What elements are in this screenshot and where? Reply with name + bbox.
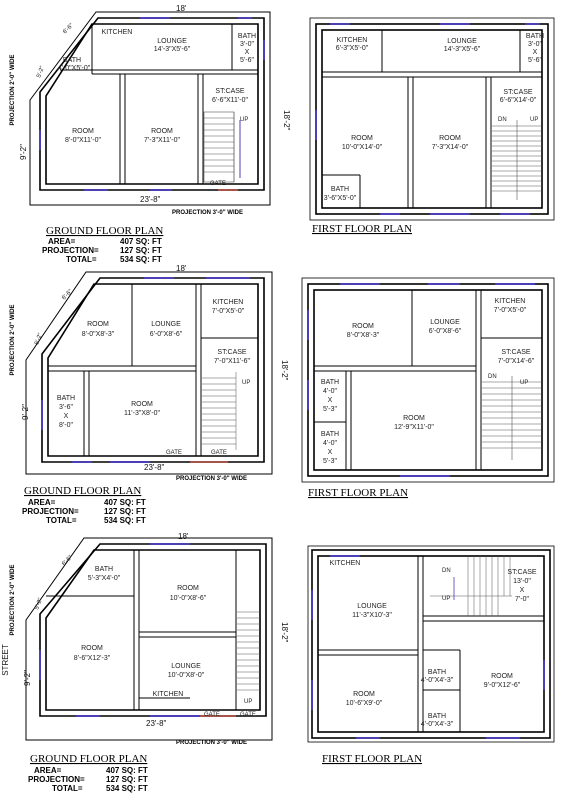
area-summary [42, 237, 162, 264]
room-label: ST:CASE [503, 89, 533, 96]
room-size: 8'-0"X8'-3" [81, 331, 115, 338]
room-label: BATH [525, 33, 545, 40]
room-size: 10'-6"X9'-0" [345, 700, 383, 707]
room-size: 6'-6"X11'-0" [212, 97, 248, 104]
room-label: ROOM [439, 135, 461, 142]
staircase [202, 372, 236, 450]
first-floor-title: FIRST FLOOR PLAN [322, 753, 423, 765]
total-label: TOTAL= [46, 516, 77, 525]
room-size: 7'-0"X5'-0" [493, 307, 527, 314]
stair-up-label: UP [244, 699, 253, 705]
exterior-wall [40, 18, 264, 190]
total-value: 534 SQ: FT [106, 784, 148, 793]
gate-label: GATE [211, 450, 227, 456]
area-label: AREA= [28, 498, 56, 507]
room-label: LOUNGE [171, 663, 201, 670]
room-size: 10'-0"X14'-0" [341, 144, 383, 151]
dim-diagonal: 6'-6" [61, 288, 74, 302]
room-size: 14'-3"X5'-6" [153, 46, 191, 53]
room-label: ST:CASE [217, 349, 247, 356]
room-size: 5'-3"X4'-0" [87, 575, 121, 582]
room-size: 4'-0" [323, 440, 337, 447]
room-size: 11'-3"X8'-0" [124, 410, 160, 417]
staircase [204, 112, 240, 182]
dim-left: 9'-2" [21, 404, 30, 420]
dim-top: 18' [176, 4, 187, 13]
dim-diagonal: 5'-2" [34, 332, 44, 346]
area-summary [22, 498, 146, 525]
first-floor-title: FIRST FLOOR PLAN [312, 223, 413, 235]
room-size: 8'-0"X11'-0" [65, 137, 101, 144]
dim-left: 9'-2" [19, 144, 28, 160]
projection-value: 127 SQ: FT [120, 246, 162, 255]
room-size: 14'-3"X5'-6" [443, 46, 481, 53]
room-label: ROOM [353, 691, 375, 698]
projection-side-label: PROJECTION 2'-0" WIDE [10, 304, 16, 376]
stair-down-label: DN [442, 568, 451, 574]
room-label: LOUNGE [447, 38, 477, 45]
room-label: ROOM [131, 401, 153, 408]
staircase [430, 556, 512, 616]
total-label: TOTAL= [66, 255, 97, 264]
projection-label: PROJECTION= [42, 246, 99, 255]
projection-bottom-label: PROJECTION 3'-0" WIDE [176, 476, 247, 482]
gate-label: GATE [210, 181, 226, 187]
stair-up-label: UP [442, 596, 451, 602]
projection-bottom-label: PROJECTION 3'-0" WIDE [176, 740, 247, 746]
stair-up-label: UP [240, 117, 249, 123]
total-value: 534 SQ: FT [120, 255, 162, 264]
room-label: LOUNGE [157, 38, 187, 45]
room-size: X [532, 49, 538, 56]
room-size: 10'-0"X8'-0" [167, 672, 205, 679]
projection-value: 127 SQ: FT [106, 775, 148, 784]
room-size: 12'-9"X11'-0" [394, 424, 434, 431]
plan3-ground-floor [1, 532, 289, 793]
room-size: 8'-6"X12'-3" [73, 655, 111, 662]
projection-value: 127 SQ: FT [104, 507, 146, 516]
dim-bottom: 23'-8" [146, 719, 167, 728]
room-label: ST:CASE [507, 569, 537, 576]
total-value: 534 SQ: FT [104, 516, 146, 525]
room-size: 4'-0" [323, 388, 337, 395]
room-size: 10'-0"X8'-6" [169, 595, 207, 602]
stair-down-label: DN [488, 374, 497, 380]
room-size: 7'-0" [515, 596, 529, 603]
dim-bottom: 23'-8" [140, 195, 161, 204]
room-size: 5'-3" [323, 406, 337, 413]
room-label: BATH [237, 33, 257, 40]
room-size: 7'-0"X14'-6" [497, 358, 535, 365]
room-size: X [244, 49, 250, 56]
room-size: 3'-6"X5'-0" [323, 195, 357, 202]
area-value: 407 SQ: FT [104, 498, 146, 507]
room-label: BATH [330, 186, 350, 193]
room-size: 13'-0" [513, 578, 531, 585]
room-label: BATH [62, 57, 82, 64]
dim-left: 9'-2" [23, 670, 32, 686]
dim-diagonal: 5'-2" [36, 65, 46, 79]
stair-up-label: UP [520, 380, 529, 386]
room-label: ROOM [403, 415, 425, 422]
room-label: LOUNGE [430, 319, 460, 326]
dim-bottom: 23'-8" [144, 463, 165, 472]
room-size: 4'-0"X4'-3" [420, 721, 454, 728]
room-label: KITCHEN [329, 560, 361, 567]
room-label: BATH [320, 379, 340, 386]
room-size: 6'-6"X14'-0" [499, 97, 537, 104]
room-size: 5'-3" [323, 458, 337, 465]
room-label: BATH [56, 395, 76, 402]
dim-diagonal: 5'-2" [34, 597, 44, 611]
room-label: KITCHEN [152, 691, 184, 698]
projection-label: PROJECTION= [22, 507, 79, 516]
ground-floor-title: GROUND FLOOR PLAN [46, 225, 164, 237]
staircase [482, 376, 542, 460]
room-size: 4'-0"X5'-0" [57, 65, 91, 72]
gate-label: GATE [240, 712, 256, 718]
room-label: ROOM [352, 323, 374, 330]
area-value: 407 SQ: FT [120, 237, 162, 246]
room-size: 9'-0"X12'-6" [483, 682, 521, 689]
dim-right: 18'-2" [280, 622, 289, 643]
staircase [492, 120, 542, 200]
dim-right: 18'-2" [282, 110, 291, 131]
dim-right: 18'-2" [280, 360, 289, 381]
room-label: ROOM [351, 135, 373, 142]
room-size: X [519, 587, 525, 594]
room-size: 7'-0"X5'-0" [211, 308, 245, 315]
room-label: ROOM [177, 585, 199, 592]
ground-floor-title: GROUND FLOOR PLAN [30, 753, 148, 765]
stair-up-label: UP [242, 380, 251, 386]
room-label: ROOM [491, 673, 513, 680]
plan1-first-floor [310, 18, 554, 235]
plan3-first-floor [308, 546, 554, 765]
room-label: KITCHEN [101, 29, 133, 36]
room-size: 5'-6" [528, 57, 542, 64]
dim-top: 18' [178, 532, 189, 541]
projection-bottom-label: PROJECTION 3'-0" WIDE [172, 210, 243, 216]
room-label: KITCHEN [336, 37, 368, 44]
room-label: BATH [320, 431, 340, 438]
room-label: ST:CASE [215, 88, 245, 95]
dim-top: 18' [176, 264, 187, 273]
room-label: ROOM [72, 128, 94, 135]
room-size: 8'-0"X8'-3" [346, 332, 380, 339]
area-label: AREA= [48, 237, 76, 246]
first-floor-title: FIRST FLOOR PLAN [308, 487, 409, 499]
dim-diagonal: 6'-6" [61, 554, 74, 568]
projection-side-label: PROJECTION 2'-0" WIDE [10, 564, 16, 636]
room-label: KITCHEN [212, 299, 244, 306]
room-size: 7'-0"X11'-6" [214, 358, 250, 365]
room-size: 3'-6" [59, 404, 73, 411]
room-label: KITCHEN [494, 298, 526, 305]
area-value: 407 SQ: FT [106, 766, 148, 775]
room-size: X [327, 449, 333, 456]
room-label: BATH [427, 669, 447, 676]
room-size: X [327, 397, 333, 404]
room-size: 6'-3"X5'-0" [335, 45, 369, 52]
room-size: 3'-0" [528, 41, 542, 48]
ground-floor-title: GROUND FLOOR PLAN [24, 485, 142, 497]
stair-down-label: DN [498, 117, 507, 123]
room-label: BATH [427, 713, 447, 720]
room-size: 7'-3"X11'-0" [144, 137, 180, 144]
gate-label: GATE [204, 712, 220, 718]
projection-side-label: PROJECTION 2'-0" WIDE [10, 54, 16, 126]
area-summary [28, 766, 148, 793]
total-label: TOTAL= [52, 784, 83, 793]
room-size: 3'-0" [240, 41, 254, 48]
room-label: ROOM [87, 321, 109, 328]
gate-label: GATE [166, 450, 182, 456]
plan2-first-floor [302, 278, 554, 499]
room-size: 6'-0"X8'-6" [149, 331, 183, 338]
room-size: X [63, 413, 69, 420]
room-size: 5'-6" [240, 57, 254, 64]
room-size: 11'-3"X10'-3" [352, 612, 392, 619]
room-size: 8'-0" [59, 422, 73, 429]
room-label: ST:CASE [501, 349, 531, 356]
staircase [237, 612, 260, 690]
room-size: 7'-3"X14'-0" [431, 144, 469, 151]
room-size: 4'-0"X4'-3" [420, 677, 454, 684]
projection-label: PROJECTION= [28, 775, 85, 784]
room-size: 6'-0"X8'-6" [428, 328, 462, 335]
room-label: ROOM [151, 128, 173, 135]
dim-diagonal: 6'-6" [62, 22, 75, 36]
street-label: STREET [1, 644, 10, 676]
plan1-ground-floor [10, 4, 291, 264]
room-label: BATH [94, 566, 114, 573]
area-label: AREA= [34, 766, 62, 775]
room-label: LOUNGE [357, 603, 387, 610]
plan2-ground-floor [10, 264, 289, 525]
room-label: LOUNGE [151, 321, 181, 328]
stair-up-label: UP [530, 117, 539, 123]
room-label: ROOM [81, 645, 103, 652]
